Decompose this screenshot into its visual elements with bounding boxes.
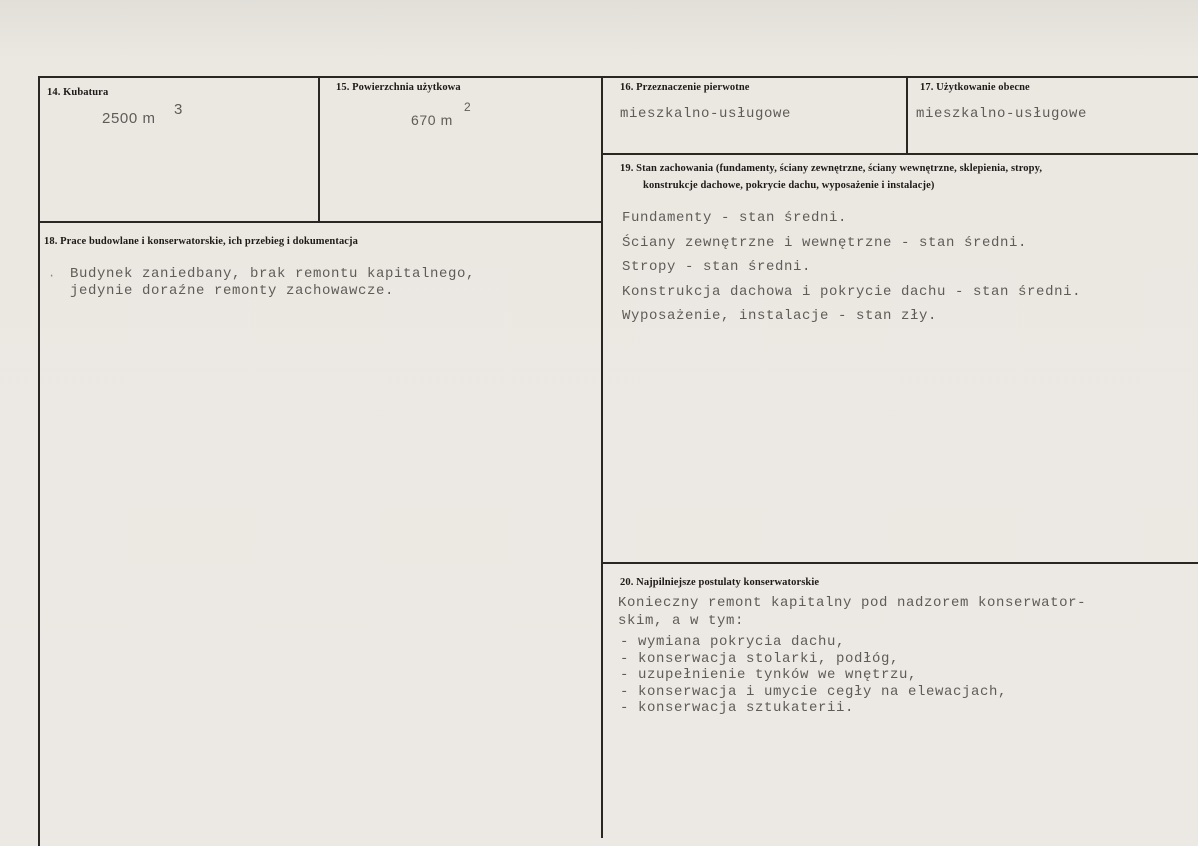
col-divider-16-17	[906, 76, 908, 154]
section-16-label: 16. Przeznaczenie pierwotne	[620, 82, 750, 93]
section-17-label: 17. Użytkowanie obecne	[920, 82, 1030, 93]
section-18-text	[70, 266, 475, 300]
bullet-dot-icon: ·	[48, 269, 56, 283]
section-19-line: Fundamenty - stan średni.	[622, 210, 848, 226]
section-18-line: Budynek zaniedbany, brak remontu kapitalnego,	[70, 266, 476, 282]
row-divider-right-top	[603, 153, 1198, 155]
section-16-value: mieszkalno-usługowe	[620, 106, 792, 122]
section-20-label: 20. Najpilniejsze postulaty konserwatorskie	[620, 577, 820, 588]
section-20-list-item: - konserwacja i umycie cegły na elewacjach,	[620, 683, 1008, 700]
section-20-intro	[618, 594, 1086, 630]
section-20-intro-line: skim, a w tym:	[618, 613, 745, 629]
row-divider-left	[38, 221, 603, 223]
section-20-intro-line: Konieczny remont kapitalny pod nadzorem konserwator-	[618, 595, 1087, 611]
section-20-list-item: - wymiana pokrycia dachu,	[620, 634, 846, 650]
col-divider-center	[601, 76, 603, 838]
section-20-list-item: - konserwacja stolarki, podłóg,	[620, 650, 900, 667]
section-15-label: 15. Powierzchnia użytkowa	[336, 82, 461, 93]
section-19-line: Stropy - stan średni.	[622, 259, 812, 275]
left-border	[38, 76, 40, 846]
section-18-label: 18. Prace budowlane i konserwatorskie, ich przebieg i dokumentacja	[44, 236, 359, 247]
section-19-label-line2: konstrukcje dachowe, pokrycie dachu, wyposażenie i instalacje)	[643, 180, 935, 191]
section-20-list-item: - uzupełnienie tynków we wnętrzu,	[620, 667, 918, 683]
section-17-value: mieszkalno-usługowe	[916, 106, 1088, 122]
section-14-value: 2500 m	[102, 110, 156, 127]
section-19-text	[622, 206, 1081, 329]
section-14-exponent: 3	[174, 101, 183, 118]
section-19-line: Ściany zewnętrzne i wewnętrzne - stan średni.	[622, 234, 1028, 251]
section-15-value: 670 m	[411, 112, 453, 128]
row-divider-right-bottom	[603, 562, 1198, 564]
section-20-list-item: - konserwacja sztukaterii.	[620, 700, 855, 716]
section-15-exponent: 2	[464, 100, 471, 114]
col-divider-14-15	[318, 76, 320, 222]
section-19-line: Wyposażenie, instalacje - stan zły.	[622, 308, 938, 324]
section-14-label: 14. Kubatura	[47, 87, 109, 98]
section-18-line: jedynie doraźne remonty zachowawcze.	[70, 283, 395, 299]
section-19-label-line1: 19. Stan zachowania (fundamenty, ściany zewnętrzne, ściany wewnętrzne, sklepienia, stropy,	[620, 163, 1043, 174]
top-border	[38, 76, 1198, 78]
section-20-list	[620, 634, 1007, 717]
section-19-line: Konstrukcja dachowa i pokrycie dachu - stan średni.	[622, 283, 1082, 300]
